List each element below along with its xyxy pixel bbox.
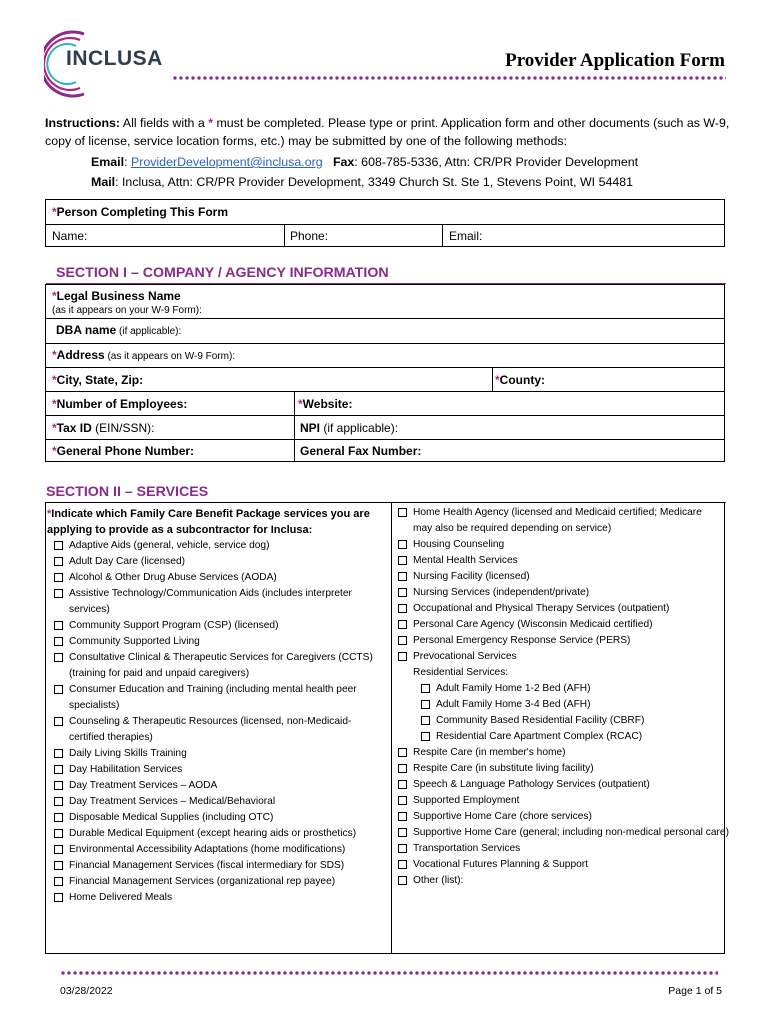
service-checkbox-item[interactable]: Transportation Services [413, 841, 520, 857]
county-field[interactable]: *County: [495, 373, 545, 387]
checkbox[interactable] [398, 540, 407, 549]
section-2-heading: SECTION II – SERVICES [46, 484, 209, 500]
checkbox[interactable] [54, 861, 63, 870]
service-checkbox-item[interactable]: Alcohol & Other Drug Abuse Services (AODA) [69, 570, 277, 586]
checkbox[interactable] [54, 877, 63, 886]
service-checkbox-item[interactable]: Disposable Medical Supplies (including OTC) [69, 810, 273, 826]
service-checkbox-item[interactable]: Supportive Home Care (general; including non-medical personal care) [413, 825, 729, 841]
service-checkbox-item[interactable]: Respite Care (in member's home) [413, 745, 566, 761]
checkbox[interactable] [54, 637, 63, 646]
service-checkbox-item[interactable]: Other (list): [413, 873, 463, 889]
checkbox[interactable] [398, 508, 407, 517]
service-checkbox-item[interactable]: Financial Management Services (organizational rep payee) [69, 874, 335, 890]
general-fax-field[interactable]: General Fax Number: [300, 444, 422, 458]
checkbox[interactable] [398, 748, 407, 757]
service-item-text: Residential Services: [413, 667, 509, 678]
checkbox[interactable] [54, 717, 63, 726]
checkbox[interactable] [54, 829, 63, 838]
instructions: Instructions: All fields with a * must be completed. Please type or print. Application form and other documents (such as W-9, copy of license, service location forms, etc.) may be submitted by one of the following methods: [45, 116, 730, 148]
services-prompt: *Indicate which Family Care Benefit Package services you are applying to provide as a subcontractor for Inclusa: [47, 508, 370, 536]
checkbox[interactable] [398, 860, 407, 869]
checkbox[interactable] [54, 845, 63, 854]
service-checkbox-item[interactable]: Housing Counseling [413, 537, 504, 553]
footer-divider [60, 970, 718, 976]
legal-name-field[interactable]: *Legal Business Name [52, 289, 181, 303]
service-checkbox-item[interactable]: Residential Care Apartment Complex (RCAC) [436, 729, 642, 745]
service-checkbox-item[interactable]: Prevocational Services [413, 649, 517, 665]
checkbox[interactable] [54, 573, 63, 582]
checkbox[interactable] [54, 541, 63, 550]
service-checkbox-item[interactable]: Supported Employment [413, 793, 519, 809]
service-checkbox-item[interactable]: Personal Care Agency (Wisconsin Medicaid certified) [413, 617, 653, 633]
service-checkbox-item[interactable]: Counseling & Therapeutic Resources (licensed, non-Medicaid- [69, 714, 351, 730]
checkbox[interactable] [398, 796, 407, 805]
employees-field[interactable]: *Number of Employees: [52, 397, 188, 411]
checkbox[interactable] [398, 652, 407, 661]
name-field[interactable]: Name: [52, 229, 88, 243]
service-checkbox-item[interactable]: Nursing Facility (licensed) [413, 569, 530, 585]
service-checkbox-item[interactable]: Adaptive Aids (general, vehicle, service dog) [69, 538, 269, 554]
service-checkbox-item[interactable]: Adult Family Home 1-2 Bed (AFH) [436, 681, 591, 697]
service-checkbox-item[interactable]: Adult Day Care (licensed) [69, 554, 185, 570]
checkbox[interactable] [54, 797, 63, 806]
service-item-text: certified therapies) [69, 732, 153, 743]
service-checkbox-item[interactable]: Environmental Accessibility Adaptations (home modifications) [69, 842, 345, 858]
checkbox[interactable] [398, 876, 407, 885]
section-1-heading: SECTION I – COMPANY / AGENCY INFORMATION [56, 265, 389, 281]
company-info-table: *Legal Business Name (as it appears on your W-9 Form): DBA name (if applicable): *Address (as it appears on W-9 Form): *City, State, Zip: *County: *Number of Employees: *Website: *Tax ID (EIN/SSN): NPI (if applicable): *General Phone Number: General Fax Number: [45, 284, 725, 462]
general-phone-field[interactable]: *General Phone Number: [52, 444, 195, 458]
logo-text: INCLUSA [66, 47, 163, 70]
service-checkbox-item[interactable]: Supportive Home Care (chore services) [413, 809, 592, 825]
checkbox[interactable] [54, 765, 63, 774]
header-divider [172, 75, 726, 81]
checkbox[interactable] [54, 893, 63, 902]
city-state-zip-field[interactable]: *City, State, Zip: [52, 373, 144, 387]
service-checkbox-item[interactable]: Durable Medical Equipment (except hearing aids or prosthetics) [69, 826, 356, 842]
email-link[interactable]: ProviderDevelopment@inclusa.org [130, 155, 323, 169]
checkbox[interactable] [398, 764, 407, 773]
checkbox[interactable] [421, 732, 430, 741]
service-checkbox-item[interactable]: Day Habilitation Services [69, 762, 182, 778]
checkbox[interactable] [54, 621, 63, 630]
service-checkbox-item[interactable]: Assistive Technology/Communication Aids (includes interpreter [69, 586, 352, 602]
checkbox[interactable] [398, 588, 407, 597]
service-checkbox-item[interactable]: Personal Emergency Response Service (PERS) [413, 633, 630, 649]
service-checkbox-item[interactable]: Adult Family Home 3-4 Bed (AFH) [436, 697, 591, 713]
checkbox[interactable] [54, 685, 63, 694]
checkbox[interactable] [398, 828, 407, 837]
checkbox[interactable] [398, 572, 407, 581]
checkbox[interactable] [54, 653, 63, 662]
service-checkbox-item[interactable]: Mental Health Services [413, 553, 518, 569]
contact-email-fax: Email: ProviderDevelopment@inclusa.org Fax: 608-785-5336, Attn: CR/PR Provider Development [91, 155, 639, 169]
service-checkbox-item[interactable]: Community Supported Living [69, 634, 200, 650]
address-field[interactable]: *Address (as it appears on W-9 Form): [52, 348, 236, 362]
checkbox[interactable] [54, 589, 63, 598]
checkbox[interactable] [398, 844, 407, 853]
email-field[interactable]: Email: [449, 229, 483, 243]
checkbox[interactable] [54, 813, 63, 822]
contact-mail: Mail: Inclusa, Attn: CR/PR Provider Development, 3349 Church St. Ste 1, Stevens Point, WI 54481 [91, 175, 634, 189]
service-checkbox-item[interactable]: Home Delivered Meals [69, 890, 172, 906]
service-checkbox-item[interactable]: Day Treatment Services – Medical/Behavioral [69, 794, 275, 810]
checkbox[interactable] [398, 556, 407, 565]
checkbox[interactable] [421, 684, 430, 693]
service-item-text: may also be required depending on service) [413, 523, 612, 534]
checkbox[interactable] [398, 636, 407, 645]
service-checkbox-item[interactable]: Vocational Futures Planning & Support [413, 857, 588, 873]
service-checkbox-item[interactable]: Respite Care (in substitute living facility) [413, 761, 594, 777]
website-field[interactable]: *Website: [298, 397, 353, 411]
footer-page-number: Page 1 of 5 [668, 985, 722, 997]
tax-id-field[interactable]: *Tax ID (EIN/SSN): [52, 421, 155, 435]
service-item-text: specialists) [69, 700, 120, 711]
checkbox[interactable] [421, 716, 430, 725]
service-checkbox-item[interactable]: Occupational and Physical Therapy Services (outpatient) [413, 601, 669, 617]
service-checkbox-item[interactable]: Community Based Residential Facility (CBRF) [436, 713, 644, 729]
checkbox[interactable] [421, 700, 430, 709]
checkbox[interactable] [398, 604, 407, 613]
person-completing-box: *Person Completing This Form Name: Phone: Email: [45, 199, 725, 247]
service-item-text: services) [69, 604, 110, 615]
checkbox[interactable] [54, 749, 63, 758]
checkbox[interactable] [54, 557, 63, 566]
dba-field[interactable]: DBA name (if applicable): [56, 323, 182, 337]
checkbox[interactable] [54, 781, 63, 790]
service-checkbox-item[interactable]: Speech & Language Pathology Services (outpatient) [413, 777, 650, 793]
service-checkbox-item[interactable]: Home Health Agency (licensed and Medicaid certified; Medicare [413, 505, 702, 521]
checkbox[interactable] [398, 812, 407, 821]
page-title: Provider Application Form [505, 50, 725, 71]
phone-field[interactable]: Phone: [290, 229, 329, 243]
service-checkbox-item[interactable]: Daily Living Skills Training [69, 746, 187, 762]
service-checkbox-item[interactable]: Day Treatment Services – AODA [69, 778, 217, 794]
footer-date: 03/28/2022 [60, 985, 113, 997]
npi-field[interactable]: NPI (if applicable): [300, 421, 399, 435]
service-checkbox-item[interactable]: Financial Management Services (fiscal intermediary for SDS) [69, 858, 344, 874]
checkbox[interactable] [398, 780, 407, 789]
service-checkbox-item[interactable]: Nursing Services (independent/private) [413, 585, 589, 601]
service-checkbox-item[interactable]: Consultative Clinical & Therapeutic Services for Caregivers (CCTS) [69, 650, 373, 666]
service-checkbox-item[interactable]: Community Support Program (CSP) (licensed) [69, 618, 278, 634]
service-checkbox-item[interactable]: Consumer Education and Training (including mental health peer [69, 682, 357, 698]
checkbox[interactable] [398, 620, 407, 629]
service-item-text: (training for paid and unpaid caregivers) [69, 668, 250, 679]
